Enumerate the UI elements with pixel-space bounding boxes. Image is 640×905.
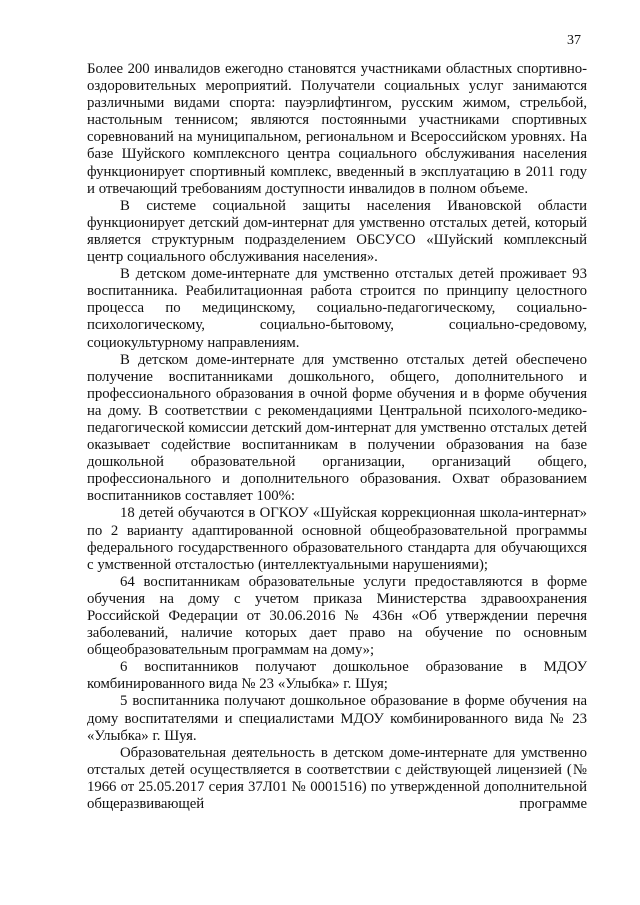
- paragraph-license: Образовательная деятельность в детском доме-интернате для умственно отсталых детей осуществляется в соответствии с действующей лицензией (№ 1966 от 25.05.2017 серия 37Л01 № 0001516) по утвержденной дополнительной общеразвивающей программе: [87, 744, 587, 813]
- list-item-school: 18 детей обучаются в ОГКОУ «Шуйская коррекционная школа-интернат» по 2 варианту адаптированной основной общеобразовательной программы федерального государственного образовательного стандарта для обучающихся с умственной отсталостью (интеллектуальными нарушениями);: [87, 505, 587, 573]
- page-number: 37: [567, 33, 581, 48]
- paragraph-orphanage-intro: В системе социальной защиты населения Ивановской области функционирует детский дом-интернат для умственно отсталых детей, который является структурным подразделением ОБСУСО «Шуйский комплексный центр социального обслуживания населения».: [87, 197, 587, 266]
- paragraph-education: В детском доме-интернате для умственно отсталых детей обеспечено получение воспитанниками дошкольного, общего, дополнительного и профессионального образования в очной форме обучения и в форме обучения на дому. В соответствии с рекомендациями Центральной психолого-медико-педагогической комиссии детский дом-интернат для умственно отсталых детей оказывает содействие воспитанникам в получении образования на базе дошкольной образовательной организации, организаций общего, профессионального и дополнительного образования. Охват образованием воспитанников составляет 100%:: [87, 351, 587, 505]
- document-body: [87, 61, 587, 813]
- list-item-preschool: 6 воспитанников получают дошкольное образование в МДОУ комбинированного вида № 23 «Улыбка» г. Шуя;: [87, 659, 587, 693]
- paragraph-sports: Более 200 инвалидов ежегодно становятся участниками областных спортивно-оздоровительных мероприятий. Получатели социальных услуг занимаются различными видами спорта: пауэрлифтингом, русским жимом, стрельбой, настольным теннисом; являются постоянными участниками спортивных соревнований на муниципальном, региональном и Всероссийском уровнях. На базе Шуйского комплексного центра социального обслуживания населения функционирует спортивный комплекс, введенный в эксплуатацию в 2011 году и отвечающий требованиям доступности инвалидов в полном объеме.: [87, 61, 587, 197]
- list-item-preschool-home: 5 воспитанника получают дошкольное образование в форме обучения на дому воспитателями и специалистами МДОУ комбинированного вида № 23 «Улыбка» г. Шуя.: [87, 693, 587, 744]
- list-item-home-education: 64 воспитанникам образовательные услуги предоставляются в форме обучения на дому с учетом приказа Министерства здравоохранения Российской Федерации от 30.06.2016 № 436н «Об утверждении перечня заболеваний, наличие которых дает право на обучение по основным общеобразовательным программам на дому»;: [87, 573, 587, 659]
- paragraph-residents: В детском доме-интернате для умственно отсталых детей проживает 93 воспитанника. Реабилитационная работа строится по принципу целостного процесса по медицинскому, социально-педагогическому, социально-психологическому, социально-бытовому, социально-средовому, социокультурному направлениям.: [87, 266, 587, 351]
